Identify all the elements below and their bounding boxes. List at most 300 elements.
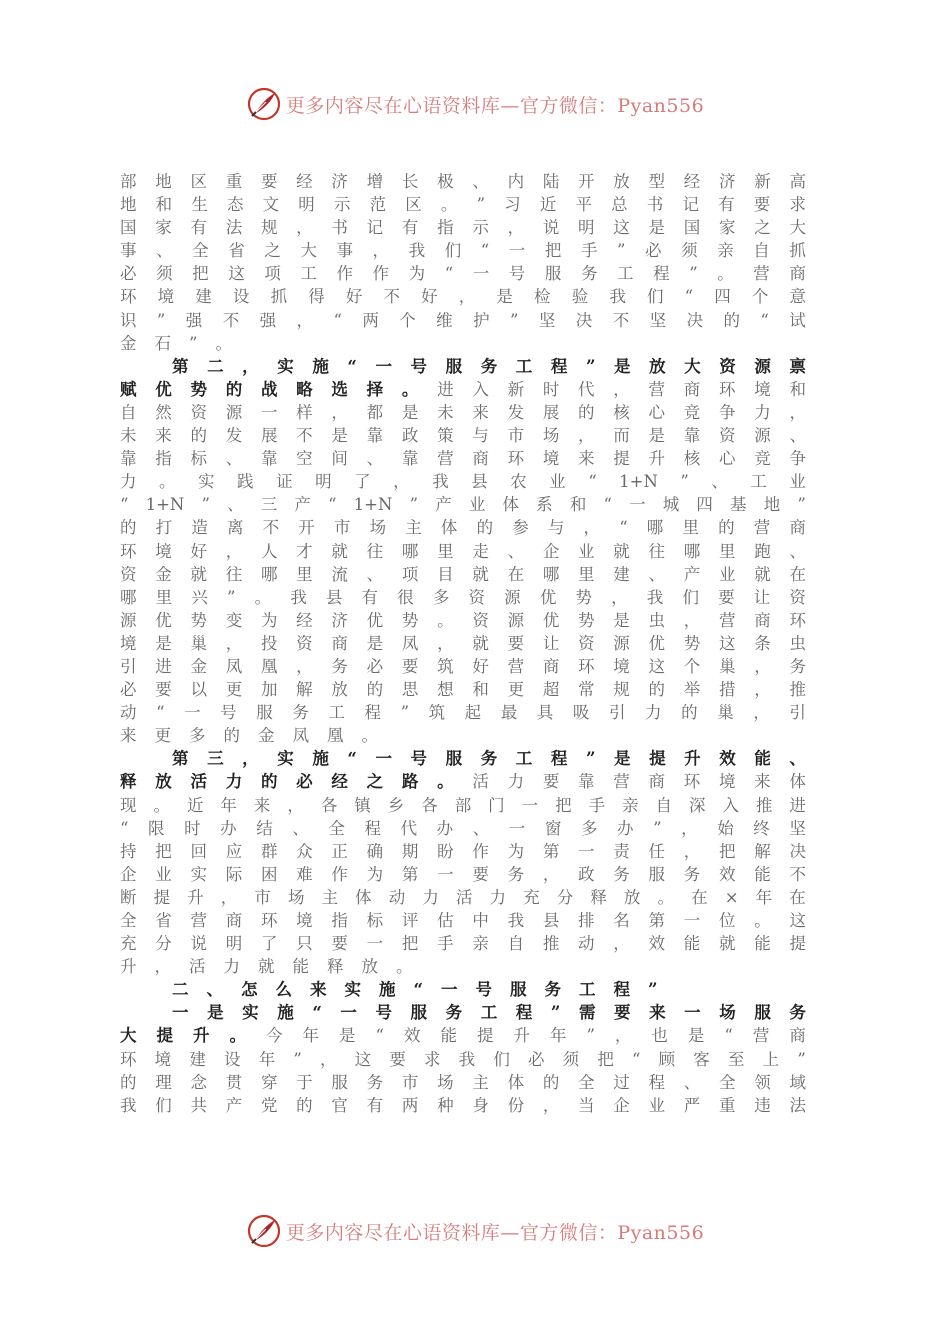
text-char: 确 <box>366 841 384 861</box>
text-char: 金 <box>120 333 137 353</box>
text-char: 业 <box>578 541 595 561</box>
text-char: 陆 <box>542 172 560 191</box>
text-char: 升 <box>648 449 666 469</box>
text-char: 项 <box>264 264 281 284</box>
text-char: 需 <box>578 1003 596 1023</box>
text-char: 发 <box>225 426 243 446</box>
text-char: 效 <box>719 749 736 769</box>
text-line <box>120 701 806 724</box>
text-char: ， <box>242 749 259 769</box>
text-char: 营 <box>613 772 630 792</box>
text-char: 就 <box>472 564 489 584</box>
text-char: “ <box>347 356 357 376</box>
text-char: 变 <box>225 610 243 630</box>
text-char: 抓 <box>789 241 806 261</box>
text-char: 国 <box>120 218 137 238</box>
text-char: 营 <box>648 379 666 399</box>
text-char: 凰 <box>260 656 278 676</box>
text-char: 资 <box>472 610 489 630</box>
text-char: 部 <box>120 172 137 191</box>
text-line <box>120 239 806 262</box>
text-char: 体 <box>789 772 806 792</box>
text-char: 场 <box>369 518 387 538</box>
text-char: 顾 <box>658 1049 676 1069</box>
text-char: 来 <box>155 426 172 446</box>
text-char: 业 <box>789 472 806 492</box>
text-char: 一 <box>375 749 392 769</box>
text-char: 们 <box>646 287 664 307</box>
text-char: 、 <box>472 172 489 191</box>
text-char: 年 <box>755 887 773 907</box>
text-char: 不 <box>262 518 280 538</box>
text-char: 了 <box>354 472 371 492</box>
text-char: 正 <box>331 841 348 861</box>
text-char: 明 <box>578 218 595 238</box>
text-char: 回 <box>190 841 207 861</box>
text-line <box>120 216 806 239</box>
text-char: 内 <box>507 172 525 191</box>
text-char: 力 <box>507 772 525 792</box>
text-char: 的 <box>260 772 278 792</box>
text-line <box>120 470 806 493</box>
text-char: 环 <box>260 911 278 930</box>
text-char: 势 <box>401 610 419 630</box>
text-char: 分 <box>556 887 574 907</box>
text-char: 区 <box>190 172 207 191</box>
text-char: 来 <box>310 980 327 1000</box>
text-char: 年 <box>302 1026 319 1046</box>
text-char: 资 <box>296 633 313 653</box>
text-char: 工 <box>328 703 345 723</box>
text-char: 济 <box>331 610 348 630</box>
text-char: 程 <box>550 356 568 376</box>
text-char: 年 <box>220 795 237 815</box>
feather-pen-logo-icon <box>246 86 282 122</box>
text-char: 有 <box>718 195 735 215</box>
text-char: 指 <box>155 449 172 469</box>
text-char: 就 <box>613 541 630 561</box>
text-char: ” <box>797 1049 806 1069</box>
text-char: 展 <box>542 402 560 422</box>
text-char: 事 <box>336 241 353 261</box>
text-char: 经 <box>331 772 348 792</box>
text-char: 书 <box>646 195 664 215</box>
text-char: 们 <box>444 241 462 261</box>
text-char: 金 <box>190 656 207 676</box>
text-char: 。 <box>229 1026 246 1046</box>
text-char: 、 <box>507 541 525 561</box>
text-char: 程 <box>515 1003 533 1023</box>
text-char: 号 <box>375 1003 392 1023</box>
text-char: 地 <box>120 195 137 215</box>
text-char: 设 <box>232 287 250 307</box>
text-char: 势 <box>190 610 207 630</box>
text-char: 我 <box>609 287 626 307</box>
text-char: 就 <box>754 564 771 584</box>
text-char: 势 <box>575 587 592 607</box>
watermark-text: 更多内容尽在心语资料库—官方微信：Pyan556 <box>285 1221 705 1244</box>
text-char: 实 <box>198 472 215 492</box>
text-char: 号 <box>220 703 237 723</box>
text-char: 服 <box>648 864 666 884</box>
text-char: 建 <box>613 564 630 584</box>
text-char: 常 <box>578 680 595 700</box>
text-char: 动 <box>120 703 137 723</box>
text-char: 商 <box>542 656 560 676</box>
text-char: 1+N <box>145 495 185 515</box>
text-line <box>120 516 806 539</box>
text-char: 生 <box>191 195 208 215</box>
text-char: 一 <box>629 495 646 515</box>
text-char: 人 <box>260 541 278 561</box>
text-char: 进 <box>789 795 806 815</box>
text-line <box>120 332 806 355</box>
text-char: 能 <box>754 864 771 884</box>
text-line <box>120 1094 806 1117</box>
text-char: 第 <box>648 911 666 930</box>
text-char: 业 <box>648 1095 666 1115</box>
text-char: 。 <box>361 726 378 746</box>
text-char: 只 <box>296 934 313 954</box>
text-char: 跑 <box>754 541 771 561</box>
text-char: 持 <box>120 841 137 861</box>
text-line <box>120 909 806 932</box>
text-char: ， <box>296 310 314 330</box>
text-char: 升 <box>187 887 204 907</box>
text-char: 县 <box>471 472 488 492</box>
text-char: 商 <box>789 264 806 284</box>
text-char: 么 <box>275 980 292 1000</box>
text-char: ， <box>789 402 806 422</box>
text-char: 营 <box>507 656 525 676</box>
text-char: 不 <box>612 310 630 330</box>
text-char: 以 <box>190 680 207 700</box>
text-char: 的 <box>718 518 735 538</box>
text-char: ， <box>611 587 628 607</box>
text-char: 一 <box>578 841 595 861</box>
text-char: 筑 <box>437 656 454 676</box>
text-char: ， <box>331 402 348 422</box>
text-char: 违 <box>754 1095 771 1115</box>
text-char: 坚 <box>538 310 556 330</box>
text-char: 是 <box>614 356 631 376</box>
text-char: 来 <box>578 449 595 469</box>
text-char: 是 <box>331 426 348 446</box>
text-char: ， <box>683 610 701 630</box>
text-char: 、 <box>789 749 806 769</box>
text-char: 须 <box>156 264 173 284</box>
text-char: 解 <box>754 841 771 861</box>
text-char: 全 <box>192 241 209 261</box>
text-char: 工 <box>515 749 533 769</box>
text-char: 名 <box>613 911 630 930</box>
text-line <box>120 285 806 308</box>
text-char: ” <box>585 356 596 376</box>
text-char: 资 <box>719 356 736 376</box>
text-char: 必 <box>120 680 137 700</box>
text-char: 靠 <box>401 449 419 469</box>
text-char: 的 <box>223 726 240 746</box>
text-char: 县 <box>542 911 560 930</box>
text-char: 身 <box>472 1095 489 1115</box>
text-char: 充 <box>120 934 137 954</box>
text-char: 设 <box>224 1049 241 1069</box>
text-char: 提 <box>153 887 171 907</box>
text-char: 个 <box>751 287 769 307</box>
text-char: 体 <box>502 495 519 515</box>
text-char: 要 <box>614 1003 631 1023</box>
text-char: 县 <box>325 587 343 607</box>
text-char: 断 <box>120 887 137 907</box>
text-char: 务 <box>789 1003 806 1023</box>
text-char: 一 <box>684 1003 701 1023</box>
text-char: 指 <box>437 218 454 238</box>
watermark-text: 更多内容尽在心语资料库—官方微信：Pyan556 <box>285 94 705 117</box>
text-char: 核 <box>613 402 630 422</box>
text-line <box>120 493 806 516</box>
text-char: 就 <box>258 957 275 977</box>
text-char: 一 <box>437 864 454 884</box>
text-char: 场 <box>437 1072 454 1092</box>
text-char: 务 <box>480 749 498 769</box>
text-char: 重 <box>225 172 243 191</box>
text-char: 大 <box>789 218 806 238</box>
text-char: 境 <box>754 379 771 399</box>
text-char: 一 <box>375 356 392 376</box>
text-char: 赋 <box>120 379 137 399</box>
text-char: 。 <box>153 795 170 815</box>
text-line <box>120 794 806 817</box>
text-char: 决 <box>575 310 593 330</box>
text-char: 办 <box>220 818 237 838</box>
text-line <box>120 678 806 701</box>
text-char: 务 <box>683 864 701 884</box>
text-char: 分 <box>155 934 172 954</box>
text-char: 产 <box>225 1095 243 1115</box>
text-char: ， <box>393 472 410 492</box>
text-line <box>120 378 806 401</box>
text-char: 离 <box>226 518 244 538</box>
text-char: 源 <box>225 402 243 422</box>
text-char: 国 <box>683 218 701 238</box>
text-line <box>120 309 806 332</box>
text-char: 与 <box>472 426 489 446</box>
text-char: 石 <box>154 333 171 353</box>
text-char: ， <box>287 795 304 815</box>
text-char: 是 <box>496 287 513 307</box>
text-char: 程 <box>613 980 630 1000</box>
text-char: 政 <box>401 426 419 446</box>
text-char: 吸 <box>572 703 590 723</box>
text-char: 有 <box>366 1095 384 1115</box>
text-char: 能 <box>683 934 701 954</box>
text-char: 开 <box>578 172 595 191</box>
text-char: 境 <box>613 656 630 676</box>
text-char: 个 <box>399 310 416 330</box>
text-char: 客 <box>693 1049 710 1069</box>
text-char: “ <box>156 703 165 723</box>
text-char: ， <box>437 633 454 653</box>
text-char: 解 <box>296 680 313 700</box>
text-char: 总 <box>611 195 628 215</box>
text-char: 于 <box>296 1072 313 1092</box>
text-char: ， <box>225 541 243 561</box>
text-char: 资 <box>468 587 485 607</box>
text-char: 效 <box>648 934 666 954</box>
text-char: 家 <box>718 218 736 238</box>
text-char: 种 <box>437 1095 454 1115</box>
text-char: 造 <box>191 518 208 538</box>
text-char: 商 <box>789 1026 806 1046</box>
text-char: 市 <box>254 887 271 907</box>
text-char: 一 <box>340 1003 357 1023</box>
text-char: 入 <box>722 795 739 815</box>
text-char: 势 <box>683 633 701 653</box>
text-char: 想 <box>437 680 454 700</box>
text-char: 手 <box>580 241 598 261</box>
text-char: 资 <box>789 587 806 607</box>
text-char: 要 <box>542 772 560 792</box>
text-char: 评 <box>401 911 419 930</box>
text-char: 各 <box>421 795 438 815</box>
text-char: 市 <box>507 426 525 446</box>
text-char: 条 <box>754 633 771 653</box>
text-char: 升 <box>120 957 137 977</box>
text-char: 产 <box>294 495 311 515</box>
text-char: 近 <box>539 195 557 215</box>
text-char: 型 <box>648 172 666 191</box>
text-char: 第 <box>172 356 189 376</box>
text-char: 、 <box>156 241 173 261</box>
text-char: 参 <box>512 518 529 538</box>
text-char: 和 <box>569 495 587 515</box>
text-char: 三 <box>260 495 278 515</box>
text-char: 责 <box>613 841 630 861</box>
text-char: 动 <box>388 887 406 907</box>
text-char: 放 <box>613 172 630 191</box>
text-char: ” <box>156 310 166 330</box>
text-line <box>120 655 806 678</box>
text-char: 境 <box>154 1049 172 1069</box>
text-char: 务 <box>507 864 525 884</box>
text-line <box>120 355 806 378</box>
text-char: 必 <box>366 656 384 676</box>
text-char: 里 <box>437 541 454 561</box>
text-char: 的 <box>120 1072 137 1092</box>
text-char: 不 <box>789 864 806 884</box>
text-char: 程 <box>653 264 670 284</box>
text-char: ， <box>154 957 171 977</box>
text-char: 手 <box>437 934 454 954</box>
text-char: 护 <box>473 310 490 330</box>
text-char: 都 <box>366 402 384 422</box>
text-char: 。 <box>657 887 674 907</box>
text-char: 强 <box>259 310 277 330</box>
text-char: 主 <box>321 887 339 907</box>
text-char: 。 <box>159 472 176 492</box>
text-char: 是 <box>687 1026 705 1046</box>
text-char: 务 <box>331 656 348 676</box>
text-char: 经 <box>296 172 313 191</box>
text-char: 、 <box>683 1072 701 1092</box>
text-char: 新 <box>754 172 771 191</box>
text-char: 明 <box>298 195 315 215</box>
text-char: “ <box>333 310 342 330</box>
text-char: 服 <box>331 1072 348 1092</box>
text-char: 服 <box>544 264 562 284</box>
text-char: ， <box>319 1049 337 1069</box>
text-char: 亲 <box>472 934 489 954</box>
text-char: 试 <box>789 310 806 330</box>
text-char: 发 <box>507 402 525 422</box>
text-line <box>120 955 806 978</box>
text-char: 要 <box>155 680 172 700</box>
text-char: 来 <box>649 1003 666 1023</box>
text-char: 力 <box>754 402 771 422</box>
text-char: 困 <box>260 864 278 884</box>
text-char: “ <box>603 495 612 515</box>
text-char: 全 <box>578 1072 595 1092</box>
text-char: 念 <box>190 1072 207 1092</box>
text-char: ， <box>614 1026 632 1046</box>
text-char: 把 <box>718 841 736 861</box>
text-char: 是 <box>613 610 630 630</box>
text-char: 标 <box>190 449 207 469</box>
text-char: “ <box>760 310 769 330</box>
text-char: 推 <box>755 795 773 815</box>
text-char: 两 <box>401 1095 419 1115</box>
text-char: 开 <box>298 518 315 538</box>
text-char: 靠 <box>260 449 278 469</box>
text-char: 动 <box>578 934 595 954</box>
text-line <box>120 1001 806 1024</box>
text-char: 服 <box>410 1003 428 1023</box>
text-char: 施 <box>312 749 329 769</box>
section-heading-line <box>120 978 806 1001</box>
text-char: 环 <box>120 1049 137 1069</box>
text-char: 、 <box>472 818 490 838</box>
text-line <box>120 770 806 793</box>
text-char: ” <box>201 495 210 515</box>
text-char: 哪 <box>260 564 278 584</box>
text-line <box>120 424 806 447</box>
text-char: 优 <box>539 587 557 607</box>
text-char: 目 <box>437 564 454 584</box>
text-char: 展 <box>260 426 278 446</box>
text-char: 推 <box>542 934 560 954</box>
text-char: 和 <box>155 195 173 215</box>
text-char: 力 <box>645 703 662 723</box>
text-char: 境 <box>296 911 313 930</box>
text-char: 三 <box>207 749 224 769</box>
text-char: 的 <box>476 518 494 538</box>
text-char: 的 <box>578 402 595 422</box>
text-char: 。 <box>754 911 771 930</box>
text-char: 业 <box>718 564 736 584</box>
text-char: 禀 <box>789 356 806 376</box>
text-char: 共 <box>190 1095 207 1115</box>
text-char: 域 <box>789 1072 806 1092</box>
text-char: 乡 <box>387 795 405 815</box>
text-char: 打 <box>155 518 173 538</box>
text-char: 严 <box>683 1095 701 1115</box>
text-char: 这 <box>789 911 806 930</box>
text-char: 兴 <box>191 587 208 607</box>
text-char: 规 <box>260 218 278 238</box>
text-char: 心 <box>718 449 736 469</box>
text-char: 市 <box>401 1072 419 1092</box>
text-char: “ <box>684 287 694 307</box>
